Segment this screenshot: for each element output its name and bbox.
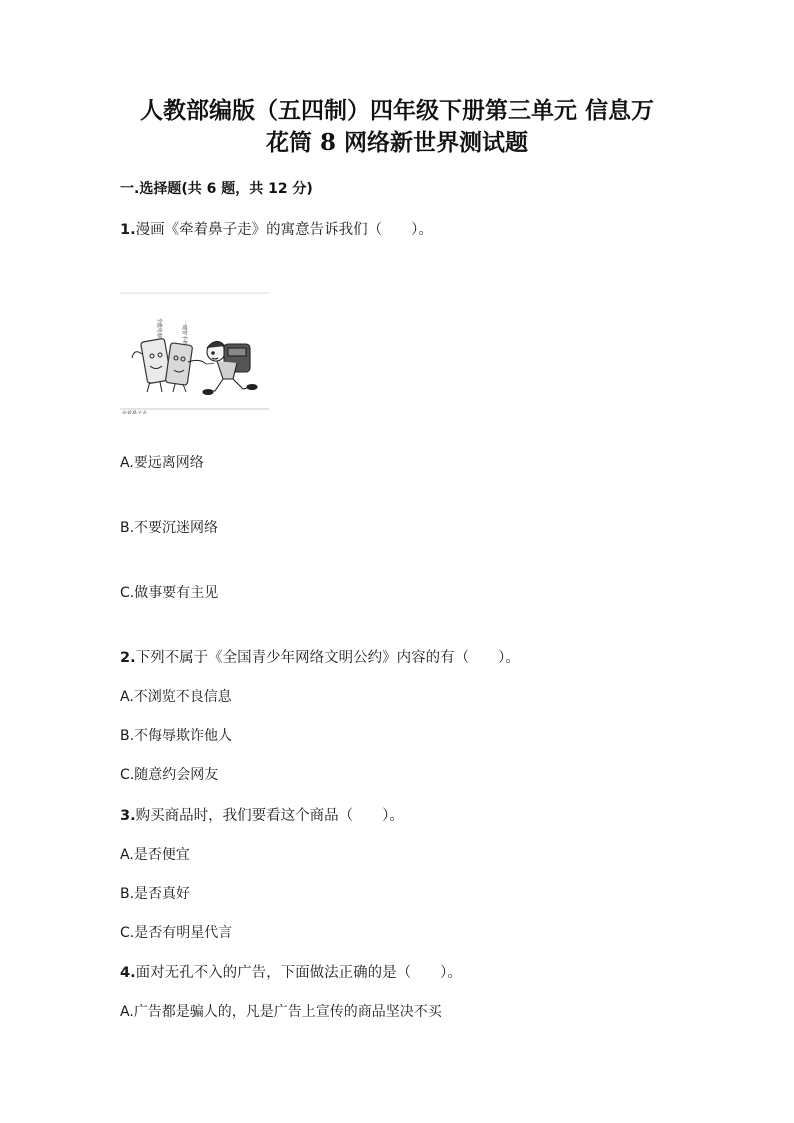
question-text: 下列不属于《全国青少年网络文明公约》内容的有（ ）。: [135, 650, 520, 666]
question-4-option-a: A.广告都是骗人的，凡是广告上宣传的商品坚决不买: [120, 1004, 442, 1020]
question-1-option-c: C.做事要有主见: [120, 585, 219, 601]
question-text: 购买商品时，我们要看这个商品（ ）。: [135, 808, 404, 824]
question-1: [120, 218, 433, 239]
question-1-option-a: A.要远离网络: [120, 455, 204, 471]
question-number: 1.: [120, 222, 136, 238]
question-number: 4.: [120, 965, 136, 981]
title-line-1: 人教部编版（五四制）四年级下册第三单元 信息万: [139, 97, 654, 124]
question-2-option-b: B.不侮辱欺诈他人: [120, 728, 233, 744]
question-3: [120, 804, 404, 825]
question-1-option-b: B.不要沉迷网络: [120, 520, 219, 536]
cartoon-image: [120, 292, 269, 414]
question-2: [120, 646, 520, 667]
question-2-option-c: C.随意约会网友: [120, 767, 219, 783]
cartoon-caption: 牵着鼻子走: [122, 411, 148, 414]
question-3-option-b: B.是否真好: [120, 886, 191, 902]
title-line-2: 花筒 8 网络新世界测试题: [265, 129, 529, 156]
question-number: 3.: [120, 808, 136, 824]
document-title: [60, 95, 734, 159]
question-text: 面对无孔不入的广告，下面做法正确的是（ ）。: [135, 965, 462, 981]
section-heading: 一.选择题(共 6 题，共 12 分): [120, 181, 313, 197]
question-3-option-a: A.是否便宜: [120, 847, 190, 863]
question-2-option-a: A.不浏览不良信息: [120, 689, 232, 705]
question-3-option-c: C.是否有明星代言: [120, 925, 233, 941]
question-number: 2.: [120, 650, 136, 666]
question-text: 漫画《牵着鼻子走》的寓意告诉我们（ ）。: [135, 222, 433, 238]
svg-text:一键智手机: 一键智手机: [181, 320, 187, 346]
question-4: [120, 961, 462, 982]
svg-text:全能电脑: 全能电脑: [156, 318, 162, 339]
